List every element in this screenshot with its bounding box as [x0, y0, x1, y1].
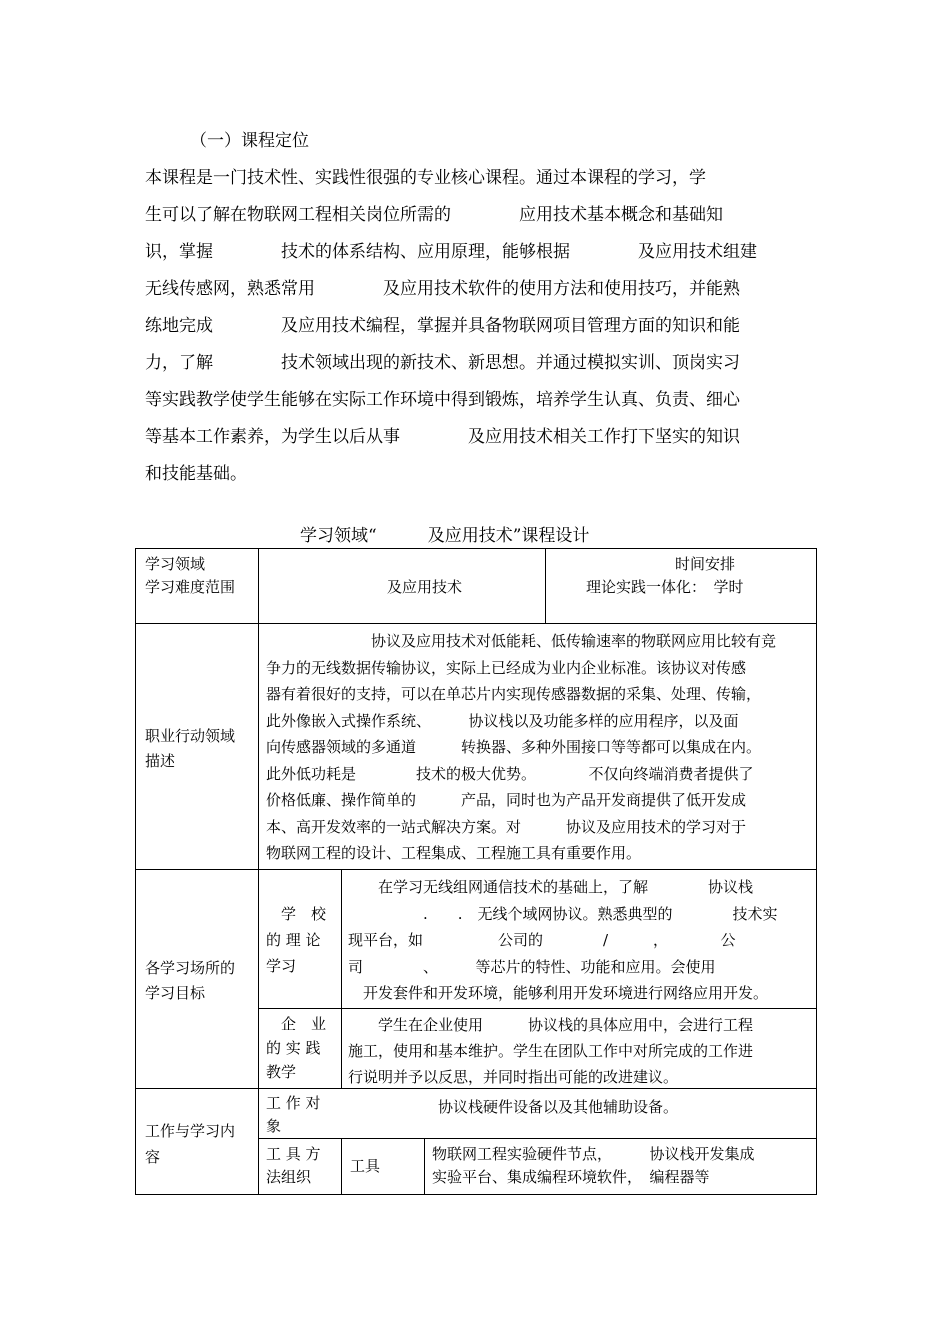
table-rule [258, 548, 259, 1195]
paragraph-line: 无线传感网，熟悉常用 及应用技术软件的使用方法和使用技巧，并能熟 [145, 279, 740, 299]
work-object-text: 协议栈硬件设备以及其他辅助设备。 [438, 1098, 679, 1116]
enterprise-practice-text: 学生在企业使用 协议栈的具体应用中，会进行工程 施工，使用和基本维护。学生在团队工作中对所完成的工作进 行说明并予以反思，并同时指出可能的改进建议。 [348, 1016, 754, 1086]
paragraph-line: 生可以了解在物联网工程相关岗位所需的 应用技术基本概念和基础知 [145, 205, 723, 225]
tools-sub-label: 工具 [350, 1157, 381, 1175]
table-title: 学习领域“ 及应用技术”课程设计 [300, 526, 590, 546]
enterprise-practice-label: 企 业 的 实 践 教学 [266, 1015, 327, 1081]
tools-method-label: 工 具 方 法组织 [266, 1145, 321, 1186]
table-border-bottom [135, 1194, 817, 1195]
table-rule [341, 869, 342, 1089]
paragraph-line: 力，了解 技术领域出现的新技术、新思想。并通过模拟实训、顶岗实习 [145, 353, 740, 373]
table-rule [424, 1138, 425, 1195]
table-border-top [135, 548, 817, 549]
paragraph-line: 本课程是一门技术性、实践性很强的专业核心课程。通过本课程的学习，学 [145, 168, 706, 188]
section-heading: （一）课程定位 [190, 131, 309, 151]
job-description-text: 协议及应用技术对低能耗、低传输速率的物联网应用比较有竞 争力的无线数据传输协议，实际上已经成为业内企业标准。该协议对传感 器有着很好的支持，可以在单芯片内实现传感器数据的采集、处理、传输， 此外像嵌入式操作系统、 协议栈以及功能多样的应用程序，以及面 向传感器领域的多通道 转换器、多种外围接口等等都可以集成在内。 此外低功耗是 技术的极大优势。 不仅向终端消费者提供了 价格低廉、操作简单的 产品，同时也为产品开发商提供了低开发成 本、高开发效率的一站式解决方案。对 协议及应用技术的学习对于 物联网工程的设计、工程集成、工程施工具有重要作用。 [266, 632, 777, 862]
time-arrangement: 时间安排 理论实践一体化： 学时 [586, 555, 744, 596]
paragraph-line: 识，掌握 技术的体系结构、应用原理，能够根据 及应用技术组建 [145, 242, 757, 262]
table-rule [135, 869, 817, 870]
table-rule [135, 623, 817, 624]
paragraph-line: 练地完成 及应用技术编程，掌握并具备物联网项目管理方面的知识和能 [145, 316, 740, 336]
table-rule [545, 548, 546, 624]
field-name: 及应用技术 [387, 578, 463, 596]
work-object-label: 工 作 对 象 [266, 1094, 321, 1135]
table-border-left [135, 548, 136, 1195]
table-rule [341, 1138, 342, 1195]
field-label: 学习领域 学习难度范围 [145, 555, 236, 596]
paragraph-line: 等基本工作素养，为学生以后从事 及应用技术相关工作打下坚实的知识 [145, 427, 740, 447]
learning-goals-label: 各学习场所的 学习目标 [145, 959, 236, 1002]
tools-text: 物联网工程实验硬件节点， 协议栈开发集成 实验平台、集成编程环境软件， 编程器等 [432, 1145, 755, 1186]
work-content-label: 工作与学习内 容 [145, 1122, 236, 1166]
school-theory-text: 在学习无线组网通信技术的基础上，了解 协议栈 . . 无线个域网协议。熟悉典型的 技术实 现平台，如 公司的 / ， 公 司 、 等芯片的特性、功能和应用。会使用 开发套件和开发环境，能够利用开发环境进行网络应用开发。 [348, 878, 778, 1002]
school-theory-label: 学 校 的 理 论 学习 [266, 905, 327, 975]
paragraph-line: 和技能基础。 [145, 464, 247, 484]
job-description-label: 职业行动领域 描述 [145, 727, 236, 770]
paragraph-line: 等实践教学使学生能够在实际工作环境中得到锻炼，培养学生认真、负责、细心 [145, 390, 740, 410]
table-border-right [816, 548, 817, 1195]
